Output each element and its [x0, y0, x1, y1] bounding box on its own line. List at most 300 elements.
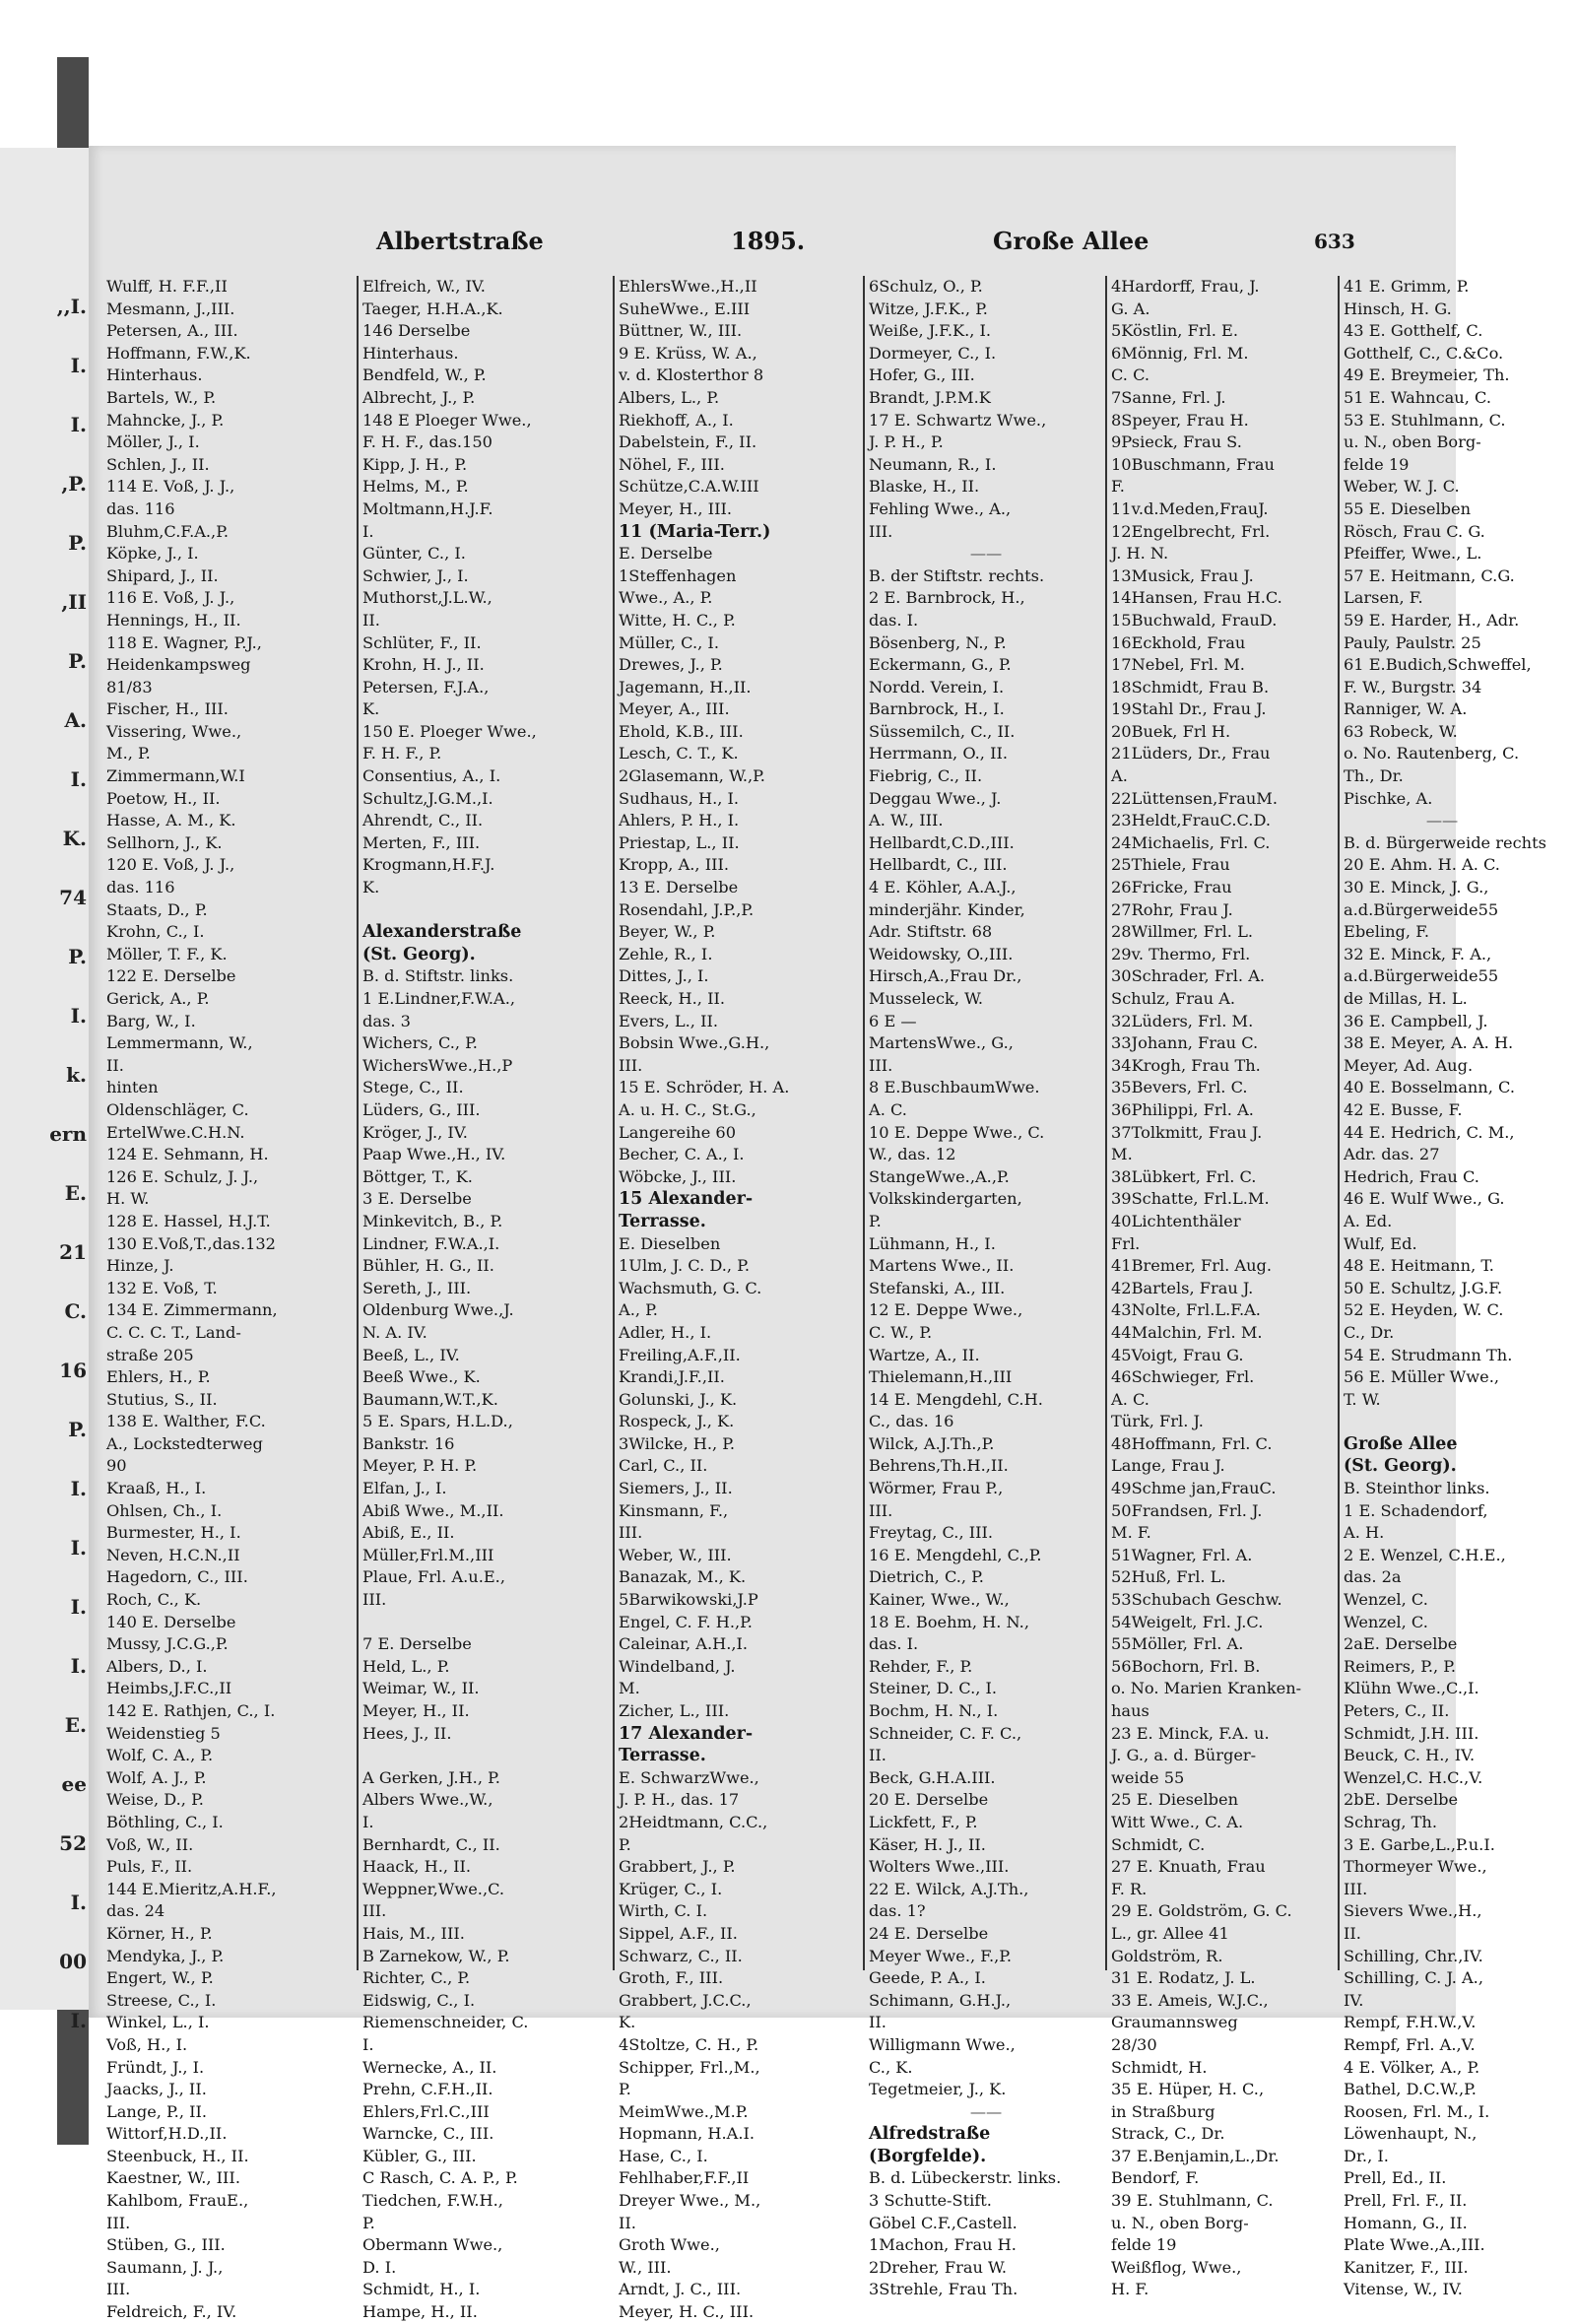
directory-entry-line: Hofer, G., III.: [869, 365, 975, 385]
directory-entry-line: Hoffmann, F.W.,K.: [106, 343, 251, 363]
directory-entry-line: 5Köstlin, Frl. E.: [1111, 321, 1238, 341]
directory-entry-line: Hinsch, H. G.: [1344, 299, 1452, 318]
directory-entry-line: F.: [1111, 477, 1125, 497]
directory-entry-line: Voß, W., II.: [106, 1834, 194, 1854]
directory-entry-line: Lickfett, F., P.: [869, 1812, 978, 1831]
directory-entry-line: Kainer, Wwe., W.,: [869, 1590, 1010, 1610]
directory-entry-line: Kröger, J., IV.: [362, 1122, 468, 1142]
directory-entry-line: Pfeiffer, Wwe., L.: [1344, 544, 1482, 564]
directory-entry-line: Zicher, L., III.: [619, 1701, 730, 1720]
previous-page-fragment: ,P.: [61, 472, 87, 496]
directory-entry-line: ——: [969, 2101, 1003, 2121]
directory-entry-line: Fehling Wwe., A.,: [869, 498, 1012, 518]
directory-entry-line: Plate Wwe.,A.,III.: [1344, 2235, 1485, 2255]
directory-entry-line: Groth Wwe.,: [619, 2235, 720, 2255]
directory-entry-line: Beeß Wwe., K.: [362, 1367, 481, 1387]
directory-entry-line: Kübler, G., III.: [362, 2146, 477, 2165]
column-rule: [1105, 276, 1107, 1970]
directory-entry-line: Alfredstraße: [869, 2124, 991, 2145]
directory-entry-line: 118 E. Wagner, P.J.,: [106, 632, 262, 652]
directory-entry-line: Obermann Wwe.,: [362, 2235, 503, 2255]
directory-entry-line: 1 E. Schadendorf,: [1344, 1500, 1488, 1520]
directory-entry-line: Fiebrig, C., II.: [869, 766, 983, 786]
directory-entry-line: 3 E. Derselbe: [362, 1189, 472, 1209]
directory-entry-line: Müller,Frl.M.,III: [362, 1545, 494, 1564]
directory-entry-line: Kanitzer, F., III.: [1344, 2257, 1469, 2277]
directory-entry-line: Oldenschläger, C.: [106, 1099, 249, 1119]
directory-entry-line: Schimann, G.H.J.,: [869, 1990, 1012, 2010]
directory-entry-line: Frl.: [1111, 1233, 1141, 1253]
directory-entry-line: das. 116: [106, 878, 175, 897]
directory-entry-line: I.: [362, 1812, 374, 1831]
directory-entry-line: Mahncke, J., P.: [106, 410, 225, 430]
column-rule: [613, 276, 615, 1970]
directory-entry-line: 56Bochorn, Frl. B.: [1111, 1656, 1261, 1676]
directory-entry-line: 138 E. Walther, F.C.: [106, 1412, 266, 1431]
directory-entry-line: Beeß, L., IV.: [362, 1345, 460, 1364]
directory-entry-line: M.: [619, 1679, 640, 1698]
directory-entry-line: Dietrich, C., P.: [869, 1567, 984, 1587]
directory-entry-line: Banazak, M., K.: [619, 1567, 747, 1587]
directory-entry-line: 1 E.Lindner,F.W.A.,: [362, 989, 516, 1008]
directory-entry-line: C., Dr.: [1344, 1322, 1395, 1342]
directory-entry-line: 2aE. Derselbe: [1344, 1634, 1458, 1654]
directory-entry-line: Weimar, W., II.: [362, 1679, 480, 1698]
directory-entry-line: Lange, P., II.: [106, 2101, 208, 2121]
directory-entry-line: 45Voigt, Frau G.: [1111, 1345, 1244, 1364]
directory-entry-line: Barg, W., I.: [106, 1011, 196, 1030]
directory-entry-line: Taeger, H.H.A.,K.: [362, 299, 503, 318]
directory-entry-line: (Borgfelde).: [869, 2146, 987, 2166]
directory-entry-line: Krohn, C., I.: [106, 922, 205, 942]
previous-page-fragment: E.: [64, 1181, 87, 1205]
column-rule: [1338, 276, 1340, 1970]
directory-entry-line: II.: [106, 1055, 124, 1075]
directory-entry-line: 32 E. Minck, F. A.,: [1344, 944, 1492, 963]
directory-entry-line: Arndt, J. C., III.: [619, 2280, 742, 2299]
directory-entry-line: 81/83: [106, 677, 153, 697]
directory-entry-line: 15Buchwald, FrauD.: [1111, 610, 1278, 630]
directory-entry-line: G. A.: [1111, 299, 1150, 318]
directory-entry-line: 4 E. Köhler, A.A.J.,: [869, 878, 1017, 897]
directory-entry-line: Abiß Wwe., M.,II.: [362, 1500, 504, 1520]
directory-entry-line: Ehold, K.B., III.: [619, 721, 744, 741]
directory-entry-line: 122 E. Derselbe: [106, 966, 236, 986]
directory-entry-line: Hees, J., II.: [362, 1723, 452, 1743]
directory-entry-line: W., das. 12: [869, 1145, 956, 1164]
directory-entry-line: 53 E. Stuhlmann, C.: [1344, 410, 1506, 430]
directory-entry-line: J. H. N.: [1111, 544, 1169, 564]
directory-entry-line: Vissering, Wwe.,: [106, 721, 242, 741]
directory-entry-line: 6Mönnig, Frl. M.: [1111, 343, 1249, 363]
directory-entry-line: Schmidt, H., I.: [362, 2280, 481, 2299]
directory-entry-line: 17 Alexander-: [619, 1723, 754, 1744]
directory-entry-line: Zimmermann,W.I: [106, 766, 245, 786]
previous-page-fragment: E.: [64, 1713, 87, 1737]
directory-entry-line: Engel, C. F. H.,P.: [619, 1612, 753, 1631]
previous-page-fragment: k.: [66, 1063, 87, 1087]
directory-entry-line: Wittorf,H.D.,II.: [106, 2124, 228, 2144]
directory-entry-line: Krohn, H. J., II.: [362, 655, 485, 675]
directory-entry-line: Schlüter, F., II.: [362, 632, 482, 652]
directory-entry-line: 90: [106, 1456, 127, 1476]
directory-entry-line: Körner, H., P.: [106, 1923, 213, 1943]
directory-entry-line: Homann, G., II.: [1344, 2213, 1468, 2232]
directory-entry-line: III.: [362, 1590, 387, 1610]
directory-entry-line: Eckermann, G., P.: [869, 655, 1012, 675]
column-3: [619, 276, 861, 2322]
directory-entry-line: u. N., oben Borg-: [1111, 2213, 1249, 2232]
directory-entry-line: 10 E. Deppe Wwe., C.: [869, 1122, 1045, 1142]
directory-entry-line: Müller, C., I.: [619, 632, 719, 652]
column-5: [1111, 276, 1336, 2299]
directory-entry-line: Tegetmeier, J., K.: [869, 2080, 1007, 2099]
directory-entry-line: 50 E. Schultz, J.G.F.: [1344, 1278, 1503, 1297]
directory-entry-line: 33 E. Ameis, W.J.C.,: [1111, 1990, 1269, 2010]
previous-page-fragment: I.: [70, 354, 87, 377]
directory-entry-line: Büttner, W., III.: [619, 321, 743, 341]
directory-entry-line: 59 E. Harder, H., Adr.: [1344, 610, 1520, 630]
directory-entry-line: Schulz, Frau A.: [1111, 989, 1236, 1008]
directory-entry-line: Hellbardt, C., III.: [869, 855, 1008, 875]
directory-entry-line: Lange, Frau J.: [1111, 1456, 1225, 1476]
directory-entry-line: III.: [619, 1523, 643, 1543]
directory-entry-line: Ehlers,Frl.C.,III: [362, 2101, 490, 2121]
directory-entry-line: Prell, Ed., II.: [1344, 2168, 1447, 2188]
directory-entry-line: 28Willmer, Frl. L.: [1111, 922, 1253, 942]
directory-entry-line: A.: [1111, 766, 1128, 786]
directory-entry-line: I.: [362, 521, 374, 541]
previous-page-fragment: P.: [68, 649, 87, 673]
directory-entry-line: 148 E Ploeger Wwe.,: [362, 410, 532, 430]
directory-entry-line: Weber, W. J. C.: [1344, 477, 1460, 497]
directory-entry-line: Kropp, A., III.: [619, 855, 730, 875]
directory-entry-line: 15 E. Schröder, H. A.: [619, 1078, 790, 1097]
directory-entry-line: 116 E. Voß, J. J.,: [106, 588, 235, 608]
directory-entry-line: Haack, H., II.: [362, 1857, 472, 1877]
directory-entry-line: das. 2a: [1344, 1567, 1402, 1587]
directory-entry-line: Priestap, L., II.: [619, 832, 740, 852]
directory-entry-line: II.: [869, 1746, 886, 1765]
directory-entry-line: 30 E. Minck, J. G.,: [1344, 878, 1489, 897]
directory-entry-line: o. No. Rautenberg, C.: [1344, 744, 1520, 764]
previous-page-fragment: 21: [59, 1240, 87, 1264]
directory-entry-line: L., gr. Allee 41: [1111, 1923, 1229, 1943]
directory-entry-line: C., K.: [869, 2057, 913, 2077]
directory-entry-line: Dabelstein, F., II.: [619, 432, 757, 452]
directory-entry-line: Mussy, J.C.G.,P.: [106, 1634, 229, 1654]
directory-page: [89, 146, 1546, 2322]
directory-entry-line: Martens Wwe., II.: [869, 1256, 1015, 1276]
directory-entry-line: 35Bevers, Frl. C.: [1111, 1078, 1248, 1097]
directory-entry-line: 8Speyer, Frau H.: [1111, 410, 1249, 430]
directory-entry-line: WichersWwe.,H.,P: [362, 1055, 513, 1075]
directory-entry-line: Held, L., P.: [362, 1656, 450, 1676]
directory-entry-line: 1Machon, Frau H.: [869, 2235, 1017, 2255]
directory-entry-line: haus: [1111, 1701, 1149, 1720]
directory-entry-line: 12 E. Deppe Wwe.,: [869, 1300, 1023, 1320]
directory-entry-line: K.: [362, 699, 380, 719]
directory-entry-line: Bendorf, F.: [1111, 2168, 1200, 2188]
directory-entry-line: Hinterhaus.: [106, 365, 203, 385]
directory-entry-line: [362, 1745, 611, 1767]
directory-entry-line: Schneider, C. F. C.,: [869, 1723, 1022, 1743]
directory-entry-line: Steiner, D. C., I.: [869, 1679, 998, 1698]
directory-entry-line: das. 116: [106, 498, 175, 518]
directory-entry-line: IV.: [1344, 1990, 1364, 2010]
directory-entry-line: K.: [362, 878, 380, 897]
directory-entry-line: 33Johann, Frau C.: [1111, 1033, 1259, 1053]
directory-entry-line: III.: [869, 521, 893, 541]
directory-entry-line: B. Steinthor links.: [1344, 1479, 1490, 1498]
directory-entry-line: 3Strehle, Frau Th.: [869, 2280, 1018, 2299]
directory-entry-line: 7Sanne, Frl. J.: [1111, 387, 1226, 407]
directory-entry-line: Schrag, Th.: [1344, 1812, 1437, 1831]
directory-entry-line: C. C. C. T., Land-: [106, 1322, 241, 1342]
directory-entry-line: 18Schmidt, Frau B.: [1111, 677, 1270, 697]
directory-entry-line: Volkskindergarten,: [869, 1189, 1022, 1209]
directory-entry-line: Schultz,J.G.M.,I.: [362, 788, 493, 808]
directory-entry-line: Nöhel, F., III.: [619, 454, 725, 474]
directory-entry-line: 41 E. Grimm, P.: [1344, 277, 1470, 296]
directory-entry-line: 44 E. Hedrich, C. M.,: [1344, 1122, 1515, 1142]
directory-entry-line: Caleinar, A.H.,I.: [619, 1634, 749, 1654]
previous-page-fragment: ern: [49, 1122, 87, 1146]
directory-entry-line: (St. Georg).: [362, 944, 476, 964]
directory-entry-line: Barnbrock, H., I.: [869, 699, 1005, 719]
directory-entry-line: Schmidt, J.H. III.: [1344, 1723, 1479, 1743]
directory-entry-line: 144 E.Mieritz,A.H.F.,: [106, 1879, 277, 1898]
directory-entry-line: 5Barwikowski,J.P: [619, 1590, 758, 1610]
directory-entry-line: Albrecht, J., P.: [362, 387, 476, 407]
previous-page-fragment: I.: [70, 1477, 87, 1500]
directory-entry-line: A. C.: [1111, 1389, 1149, 1409]
directory-entry-line: II.: [362, 610, 380, 630]
directory-entry-line: Hedrich, Frau C.: [1344, 1166, 1479, 1186]
directory-entry-line: 17 E. Schwartz Wwe.,: [869, 410, 1047, 430]
previous-page-fragment: A.: [64, 708, 87, 732]
directory-entry-line: Pischke, A.: [1344, 788, 1433, 808]
directory-entry-line: 120 E. Voß, J. J.,: [106, 855, 235, 875]
directory-entry-line: Weidenstieg 5: [106, 1723, 221, 1743]
directory-entry-line: Bluhm,C.F.A.,P.: [106, 521, 229, 541]
directory-entry-line: 15 Alexander-: [619, 1189, 754, 1210]
directory-entry-line: Hampe, H., II.: [362, 2302, 478, 2322]
column-1: [106, 276, 355, 2322]
directory-entry-line: 44Malchin, Frl. M.: [1111, 1322, 1263, 1342]
directory-entry-line: Mesmann, J.,III.: [106, 299, 235, 318]
previous-page-fragment: 52: [59, 1831, 87, 1855]
directory-entry-line: 55 E. Dieselben: [1344, 498, 1472, 518]
directory-entry-line: Möller, T. F., K.: [106, 944, 228, 963]
directory-entry-line: 25 E. Dieselben: [1111, 1790, 1239, 1810]
previous-page-fragment: I.: [70, 2009, 87, 2032]
directory-entry-line: 27 E. Knuath, Frau: [1111, 1857, 1266, 1877]
previous-page-fragment: I.: [70, 1891, 87, 1914]
directory-entry-line: Drewes, J., P.: [619, 655, 723, 675]
directory-entry-line: Heidenkampsweg: [106, 655, 251, 675]
previous-page-fragment: ee: [61, 1772, 87, 1796]
directory-entry-line: III.: [106, 2280, 131, 2299]
directory-entry-line: weide 55: [1111, 1767, 1185, 1787]
directory-entry-line: W., III.: [619, 2257, 672, 2277]
directory-entry-line: Fehlhaber,F.F.,II: [619, 2168, 750, 2188]
directory-entry-line: Rosendahl, J.P.,P.: [619, 899, 755, 919]
left-running-head: Albertstraße: [376, 227, 544, 255]
directory-entry-line: Grabbert, J.C.C.,: [619, 1990, 752, 2010]
directory-entry-line: 20Buek, Frl H.: [1111, 721, 1231, 741]
directory-entry-line: Jaacks, J., II.: [106, 2080, 207, 2099]
previous-page-fragment: P.: [68, 945, 87, 968]
directory-entry-line: Dormeyer, C., I.: [869, 343, 997, 363]
directory-entry-line: Wenzel, C.: [1344, 1612, 1428, 1631]
right-running-head: Große Allee: [993, 227, 1149, 255]
previous-page-fragment: C.: [64, 1299, 87, 1323]
directory-entry-line: 9Psieck, Frau S.: [1111, 432, 1242, 452]
directory-entry-line: 32Lüders, Frl. M.: [1111, 1011, 1254, 1030]
directory-entry-line: das. 3: [362, 1011, 411, 1030]
column-4: [869, 276, 1103, 2299]
directory-entry-line: Wenzel, C.: [1344, 1590, 1428, 1610]
directory-entry-line: C., das. 16: [869, 1412, 954, 1431]
directory-entry-line: 51Wagner, Frl. A.: [1111, 1545, 1253, 1564]
directory-entry-line: 49 E. Breymeier, Th.: [1344, 365, 1510, 385]
directory-entry-line: Krüger, C., I.: [619, 1879, 723, 1898]
directory-entry-line: 124 E. Sehmann, H.: [106, 1145, 269, 1164]
directory-entry-line: 23 E. Minck, F.A. u.: [1111, 1723, 1270, 1743]
directory-entry-line: minderjähr. Kinder,: [869, 899, 1025, 919]
directory-entry-line: Hinze, J.: [106, 1256, 174, 1276]
directory-entry-line: Rempf, Frl. A.,V.: [1344, 2034, 1476, 2054]
directory-entry-line: MeimWwe.,M.P.: [619, 2101, 749, 2121]
directory-entry-line: 3Wilcke, H., P.: [619, 1433, 736, 1453]
directory-entry-line: Helms, M., P.: [362, 477, 469, 497]
directory-entry-line: 30Schrader, Frl. A.: [1111, 966, 1266, 986]
directory-entry-line: Groth, F., III.: [619, 1968, 724, 1988]
directory-entry-line: 22Lüttensen,FrauM.: [1111, 788, 1279, 808]
directory-entry-line: Deggau Wwe., J.: [869, 788, 1002, 808]
directory-entry-line: Günter, C., I.: [362, 544, 466, 564]
directory-entry-line: 19Stahl Dr., Frau J.: [1111, 699, 1267, 719]
directory-entry-line: Freiling,A.F.,II.: [619, 1345, 741, 1364]
directory-entry-line: Petersen, A., III.: [106, 321, 238, 341]
directory-entry-line: Becher, C. A., I.: [619, 1145, 745, 1164]
directory-entry-line: Hasse, A. M., K.: [106, 811, 236, 830]
directory-entry-line: Plaue, Frl. A.u.E.,: [362, 1567, 505, 1587]
directory-entry-line: ——: [969, 544, 1003, 564]
directory-entry-line: felde 19: [1111, 2235, 1177, 2255]
directory-entry-line: das. I.: [869, 610, 919, 630]
directory-entry-line: 10Buschmann, Frau: [1111, 454, 1275, 474]
directory-entry-line: Kraaß, H., I.: [106, 1479, 207, 1498]
directory-entry-line: Möller, J., I.: [106, 432, 200, 452]
directory-entry-line: Bühler, H. G., II.: [362, 1256, 494, 1276]
directory-entry-line: Weber, W., III.: [619, 1545, 732, 1564]
directory-entry-line: D. I.: [362, 2257, 397, 2277]
directory-entry-line: 140 E. Derselbe: [106, 1612, 236, 1631]
directory-entry-line: Schmidt, C.: [1111, 1834, 1206, 1854]
directory-entry-line: Schwier, J., I.: [362, 565, 469, 585]
directory-entry-line: Krandi,J.F.,II.: [619, 1367, 725, 1387]
directory-entry-line: Muthorst,J.L.W.,: [362, 588, 492, 608]
directory-entry-line: J. G., a. d. Bürger-: [1111, 1746, 1257, 1765]
directory-entry-line: Wilck, A.J.Th.,P.: [869, 1433, 995, 1453]
directory-entry-line: 142 E. Rathjen, C., I.: [106, 1701, 276, 1720]
directory-entry-line: ——: [1425, 811, 1459, 830]
directory-entry-line: 48 E. Heitmann, T.: [1344, 1256, 1494, 1276]
directory-entry-line: SuheWwe., E.III: [619, 299, 751, 318]
directory-entry-line: Neven, H.C.N.,II: [106, 1545, 240, 1564]
year-heading: 1895.: [731, 227, 806, 255]
directory-entry-line: F. R.: [1111, 1879, 1148, 1898]
directory-entry-line: 12Engelbrecht, Frl.: [1111, 521, 1271, 541]
directory-entry-line: Hagedorn, C., III.: [106, 1567, 248, 1587]
directory-entry-line: 37 E.Benjamin,L.,Dr.: [1111, 2146, 1280, 2165]
directory-entry-line: 56 E. Müller Wwe.,: [1344, 1367, 1500, 1387]
directory-entry-line: Paap Wwe.,H., IV.: [362, 1145, 506, 1164]
directory-entry-line: 57 E. Heitmann, C.G.: [1344, 565, 1515, 585]
directory-entry-line: 43 E. Gotthelf, C.: [1344, 321, 1483, 341]
directory-entry-line: Peters, C., II.: [1344, 1701, 1450, 1720]
directory-entry-line: Riemenschneider, C.: [362, 2013, 529, 2032]
directory-entry-line: Hopmann, H.A.I.: [619, 2124, 755, 2144]
previous-page-fragment: ,II: [61, 590, 87, 614]
directory-entry-line: (St. Georg).: [1344, 1456, 1457, 1477]
directory-entry-line: Wulff, H. F.F.,II: [106, 277, 228, 296]
directory-entry-line: [362, 1612, 611, 1634]
directory-entry-line: 9 E. Krüss, W. A.,: [619, 343, 757, 363]
directory-entry-line: 46 E. Wulf Wwe., G.: [1344, 1189, 1505, 1209]
directory-entry-line: H. F.: [1111, 2280, 1149, 2299]
directory-entry-line: Meyer Wwe., F.,P.: [869, 1946, 1013, 1965]
directory-entry-line: 36 E. Campbell, J.: [1344, 1011, 1488, 1030]
directory-entry-line: 38 E. Meyer, A. A. H.: [1344, 1033, 1514, 1053]
directory-entry-line: u. N., oben Borg-: [1344, 432, 1481, 452]
directory-entry-line: Larsen, F.: [1344, 588, 1423, 608]
directory-entry-line: 28/30: [1111, 2034, 1157, 2054]
directory-entry-line: Sereth, J., III.: [362, 1278, 472, 1297]
directory-entry-line: Thielemann,H.,III: [869, 1367, 1013, 1387]
directory-entry-line: Ohlsen, Ch., I.: [106, 1500, 223, 1520]
directory-entry-line: Schmidt, H.: [1111, 2057, 1208, 2077]
directory-entry-line: 36Philippi, Frl. A.: [1111, 1099, 1254, 1119]
directory-entry-line: 4 E. Völker, A., P.: [1344, 2057, 1480, 2077]
directory-entry-line: 14Hansen, Frau H.C.: [1111, 588, 1282, 608]
previous-page-fragment: I.: [70, 1004, 87, 1028]
directory-entry-line: 2 E. Wenzel, C.H.E.,: [1344, 1545, 1506, 1564]
directory-entry-line: 20 E. Ahm. H. A. C.: [1344, 855, 1500, 875]
directory-entry-line: Hirsch,A.,Frau Dr.,: [869, 966, 1022, 986]
directory-entry-line: a.d.Bürgerweide55: [1344, 899, 1499, 919]
directory-entry-line: 13Musick, Frau J.: [1111, 565, 1254, 585]
directory-entry-line: Burmester, H., I.: [106, 1523, 241, 1543]
directory-entry-line: A Gerken, J.H., P.: [362, 1767, 500, 1787]
directory-entry-line: [362, 899, 611, 922]
directory-entry-line: Beck, G.H.A.III.: [869, 1767, 996, 1787]
directory-entry-line: a.d.Bürgerweide55: [1344, 966, 1499, 986]
directory-entry-line: Weißflog, Wwe.,: [1111, 2257, 1242, 2277]
directory-entry-line: Köpke, J., I.: [106, 544, 199, 564]
directory-entry-line: Schlen, J., II.: [106, 454, 210, 474]
page-number: 633: [1314, 230, 1355, 253]
directory-entry-line: 134 E. Zimmermann,: [106, 1300, 278, 1320]
directory-entry-line: Beyer, W., P.: [619, 922, 716, 942]
directory-entry-line: Göbel C.F.,Castell.: [869, 2213, 1018, 2232]
directory-entry-line: Ehlers, H., P.: [106, 1367, 211, 1387]
directory-entry-line: Petersen, F.J.A.,: [362, 677, 490, 697]
directory-entry-line: Eidswig, C., I.: [362, 1990, 476, 2010]
directory-entry-line: Carl, C., II.: [619, 1456, 708, 1476]
